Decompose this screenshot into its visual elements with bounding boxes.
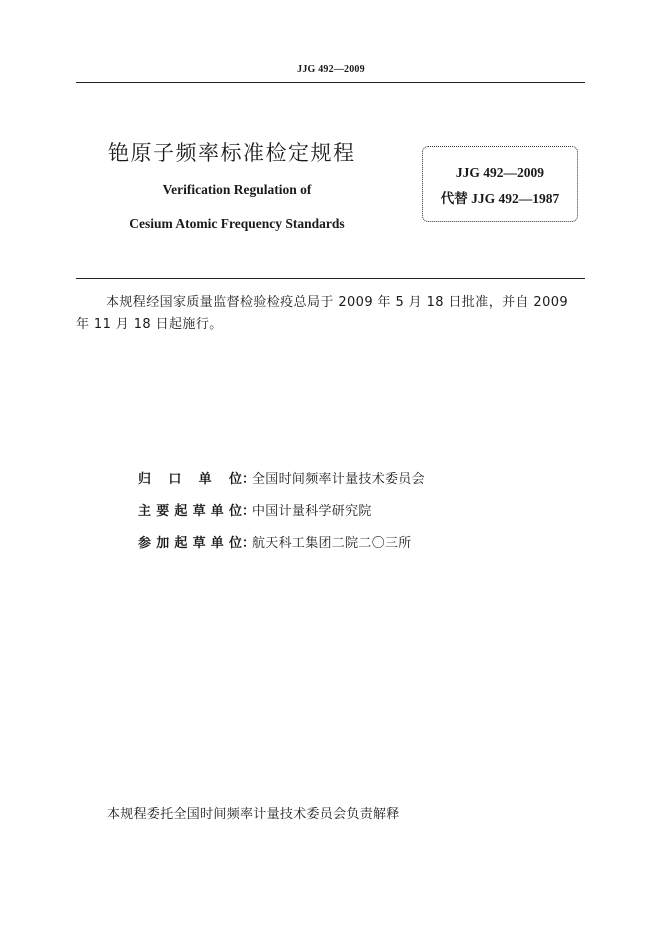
approval-statement: 本规程经国家质量监督检验检疫总局于 2009 年 5 月 18 日批准，并自 2009 年 11 月 18 日起施行。 [76,295,569,332]
organization-value: 中国计量科学研究院 [252,504,372,519]
title-english-line2: Cesium Atomic Frequency Standards [129,216,345,231]
title-english-line1: Verification Regulation of [162,182,312,197]
organization-row-centralized [138,468,425,500]
title-chinese: 铯原子频率标准检定规程 [108,141,356,165]
organization-separator: ： [242,536,256,551]
standard-code-box [422,146,578,222]
running-head: JJG 492—2009 [297,64,365,75]
organization-list [138,468,425,564]
section-rule [76,278,585,279]
organization-label: 归口单位 [138,472,242,487]
organization-label: 主要起草单位 [138,504,242,519]
organization-row-participating-drafter [138,532,425,564]
replaced-standard-code: 代替 JJG 492—1987 [440,191,560,206]
organization-label: 参加起草单位 [138,536,242,551]
organization-separator: ： [242,504,256,519]
organization-value: 全国时间频率计量技术委员会 [252,472,425,487]
organization-separator: ： [242,472,256,487]
standard-code: JJG 492—2009 [455,165,545,180]
organization-value: 航天科工集团二院二〇三所 [252,536,412,551]
organization-row-main-drafter [138,500,425,532]
top-rule [76,82,585,83]
interpretation-note: 本规程委托全国时间频率计量技术委员会负责解释 [107,807,400,822]
